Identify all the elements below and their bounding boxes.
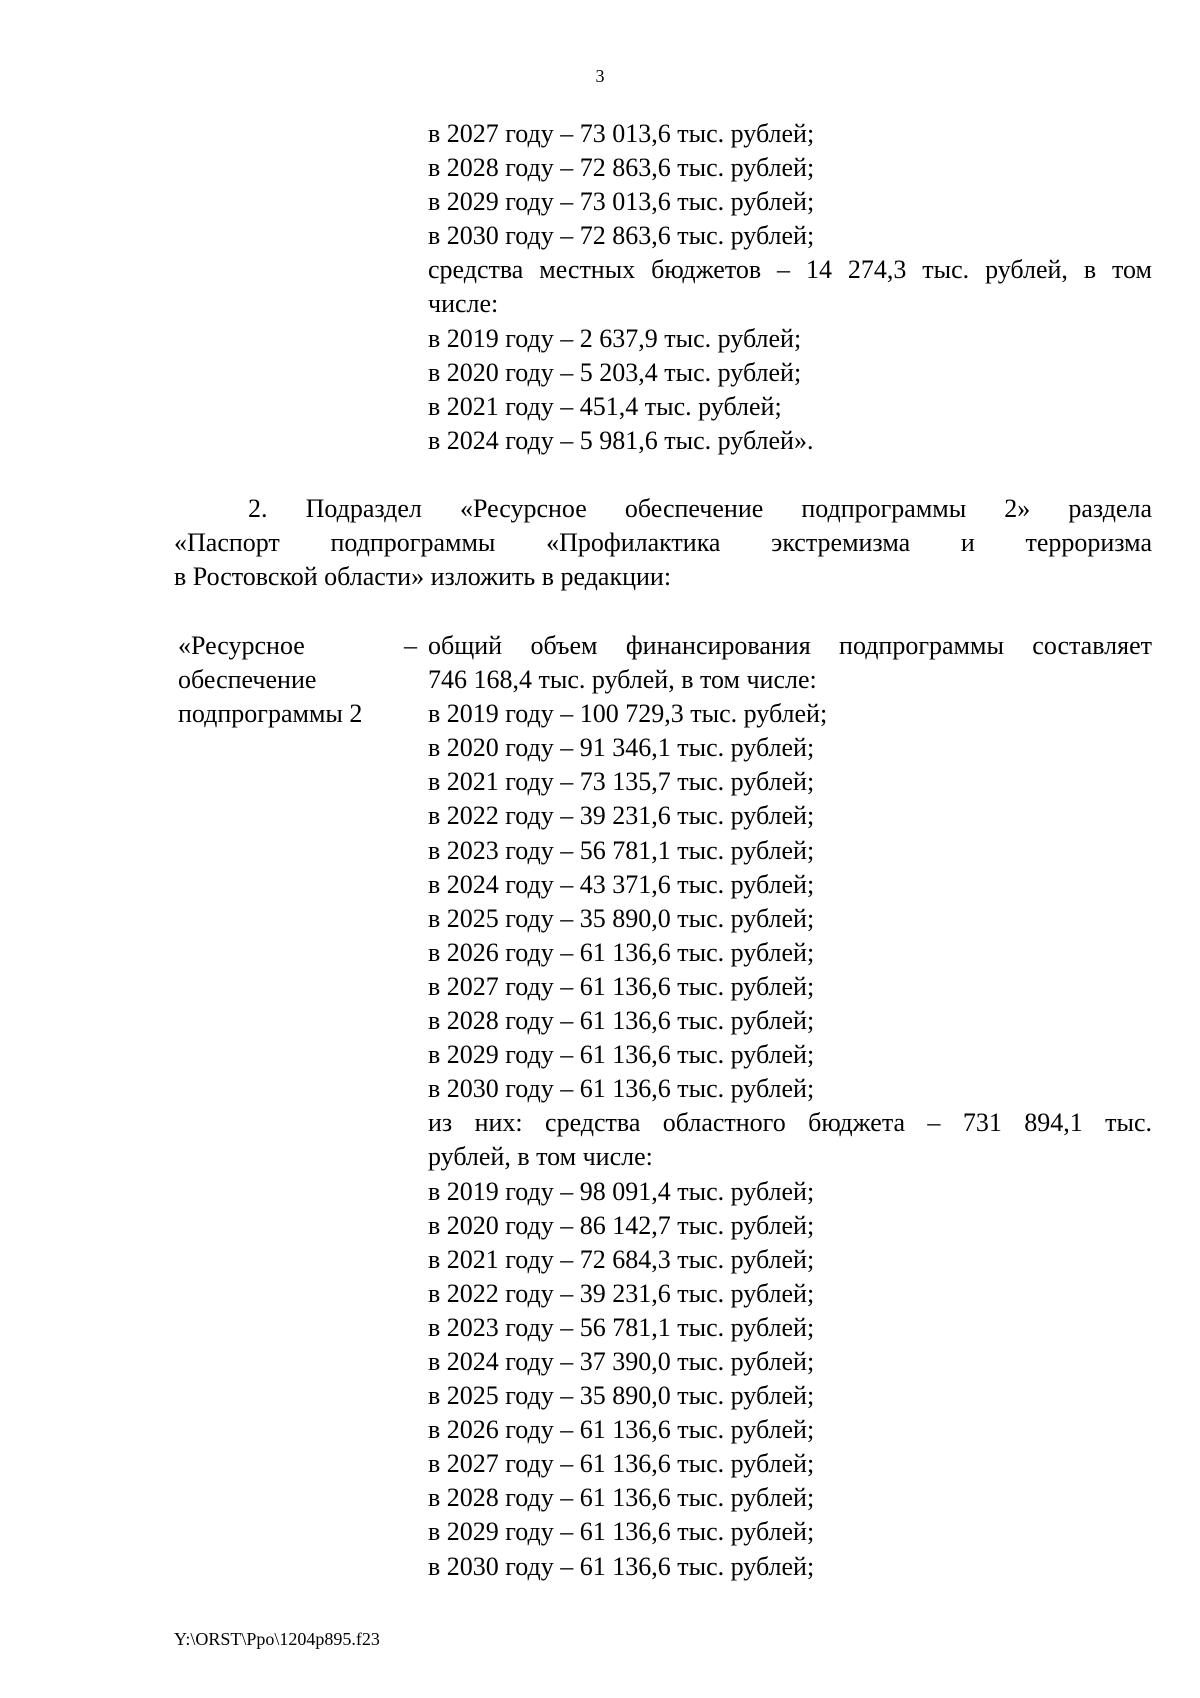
funding-line: в 2028 году – 61 136,6 тыс. рублей; [428,1006,815,1036]
paragraph-line: в Ростовской области» изложить в редакции: [174,562,672,592]
total-funding-line: общий объем финансирования подпрограммы составляет [428,631,1152,660]
resource-label-line: «Ресурсное [178,631,305,660]
funding-line: в 2019 году – 2 637,9 тыс. рублей; [428,323,802,353]
funding-line: в 2022 году – 39 231,6 тыс. рублей; [428,801,815,831]
funding-line: в 2025 году – 35 890,0 тыс. рублей; [428,1381,815,1411]
funding-line: в 2019 году – 100 729,3 тыс. рублей; [428,699,828,729]
funding-line: в 2027 году – 61 136,6 тыс. рублей; [428,1449,815,1479]
funding-line: в 2025 году – 35 890,0 тыс. рублей; [428,903,815,933]
funding-line: в 2021 году – 451,4 тыс. рублей; [428,391,782,421]
regional-budget-line-continued: рублей, в том числе: [428,1142,653,1172]
funding-line: в 2028 году – 72 863,6 тыс. рублей; [428,153,815,183]
resource-funding-list [428,629,1152,1584]
funding-line: в 2029 году – 61 136,6 тыс. рублей; [428,1517,815,1547]
total-funding-line-continued: 746 168,4 тыс. рублей, в том числе: [428,665,817,695]
funding-line: в 2028 году – 61 136,6 тыс. рублей; [428,1483,815,1513]
resource-label-line: подпрограммы 2 [178,699,363,729]
funding-line: в 2024 году – 43 371,6 тыс. рублей; [428,869,815,899]
funding-line: в 2022 году – 39 231,6 тыс. рублей; [428,1278,815,1308]
funding-line: в 2029 году – 61 136,6 тыс. рублей; [428,1040,815,1070]
funding-line: в 2021 году – 72 684,3 тыс. рублей; [428,1244,815,1274]
funding-line: в 2021 году – 73 135,7 тыс. рублей; [428,767,815,797]
funding-line: в 2027 году – 61 136,6 тыс. рублей; [428,971,815,1001]
resource-label [178,629,388,731]
funding-line: в 2024 году – 37 390,0 тыс. рублей; [428,1346,815,1376]
local-budget-line: средства местных бюджетов – 14 274,3 тыс. рублей, в том [428,255,1152,285]
paragraph-line: «Паспорт подпрограммы «Профилактика экстремизма и терроризма [174,528,1152,558]
resource-dash: – [404,631,417,660]
funding-line: в 2020 году – 86 142,7 тыс. рублей; [428,1210,815,1240]
funding-line: в 2019 году – 98 091,4 тыс. рублей; [428,1176,815,1206]
footer-file-path: Y:\ORST\Ppo\1204p895.f23 [174,1629,380,1649]
funding-line: в 2026 году – 61 136,6 тыс. рублей; [428,1415,815,1445]
paragraph-line: 2. Подраздел «Ресурсное обеспечение подпрограммы 2» раздела [248,494,1152,523]
funding-line: в 2023 году – 56 781,1 тыс. рублей; [428,835,815,865]
funding-line: в 2023 году – 56 781,1 тыс. рублей; [428,1312,815,1342]
funding-line: в 2020 году – 91 346,1 тыс. рублей; [428,733,815,763]
regional-budget-line: из них: средства областного бюджета – 731 894,1 тыс. [428,1108,1152,1138]
local-budget-line-continued: числе: [428,289,499,319]
section-2-paragraph [174,492,1152,594]
resource-label-line: обеспечение [178,665,317,695]
page-number: 3 [595,66,605,86]
top-funding-list [428,117,1152,458]
funding-line: в 2030 году – 72 863,6 тыс. рублей; [428,221,815,251]
funding-line: в 2030 году – 61 136,6 тыс. рублей; [428,1074,815,1104]
funding-line: в 2026 году – 61 136,6 тыс. рублей; [428,937,815,967]
funding-line: в 2020 году – 5 203,4 тыс. рублей; [428,357,802,387]
funding-line: в 2030 году – 61 136,6 тыс. рублей; [428,1551,815,1581]
funding-line: в 2029 году – 73 013,6 тыс. рублей; [428,187,815,217]
funding-line: в 2024 году – 5 981,6 тыс. рублей». [428,425,814,455]
funding-line: в 2027 году – 73 013,6 тыс. рублей; [428,119,815,148]
